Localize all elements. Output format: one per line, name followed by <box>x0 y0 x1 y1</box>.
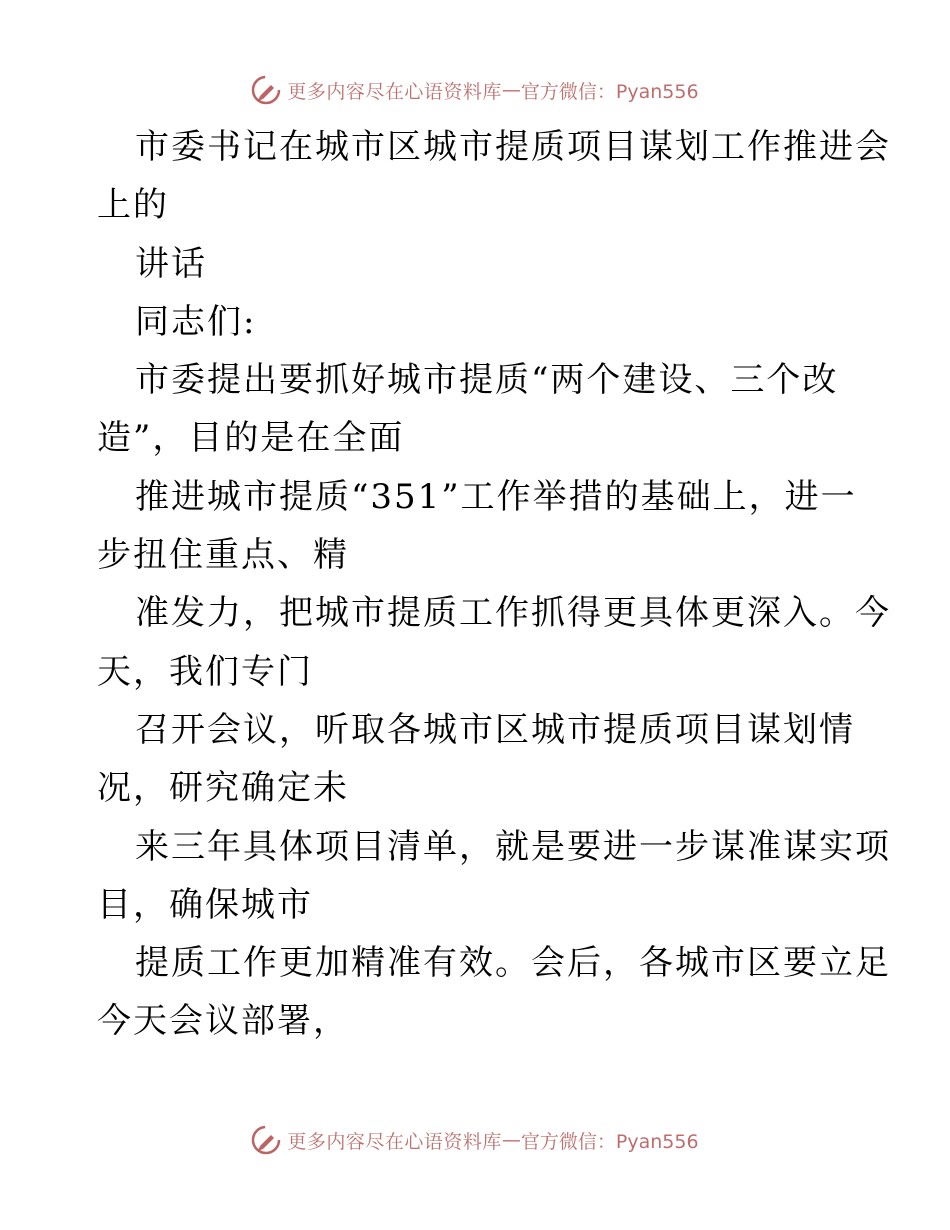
text-line: 讲话 <box>135 243 207 284</box>
text-line: 目，确保城市 <box>97 884 313 925</box>
watermark-wechat: 官方微信：Pyan556 <box>520 80 699 103</box>
text-line: 步扭住重点、精 <box>97 535 349 576</box>
header-watermark <box>0 70 950 110</box>
text-line: 来三年具体项目清单，就是要进一步谋准谋实项 <box>135 826 891 867</box>
text-line: 上的 <box>97 185 169 226</box>
pen-nib-logo-icon <box>251 75 281 105</box>
text-line: 推进城市提质“351”工作举措的基础上，进一 <box>135 476 857 517</box>
text-line: 提质工作更加精准有效。会后，各城市区要立足 <box>135 943 891 984</box>
watermark-separator: — <box>501 79 521 101</box>
text-line: 同志们: <box>135 301 257 342</box>
document-body <box>97 118 891 1051</box>
text-line: 况，研究确定未 <box>97 768 349 809</box>
text-line: 准发力，把城市提质工作抓得更具体更深入。今 <box>135 593 891 634</box>
watermark-text: 更多内容尽在心语资料库 <box>287 80 502 103</box>
text-line: 今天会议部署， <box>97 1001 349 1042</box>
text-line: 召开会议，听取各城市区城市提质项目谋划情 <box>135 709 855 750</box>
pen-nib-logo-icon <box>251 1125 281 1155</box>
watermark-separator: — <box>501 1129 521 1151</box>
text-line: 造”，目的是在全面 <box>97 418 405 459</box>
watermark-wechat: 官方微信：Pyan556 <box>520 1130 699 1153</box>
text-line: 市委提出要抓好城市提质“两个建设、三个改 <box>135 360 839 401</box>
text-line: 市委书记在城市区城市提质项目谋划工作推进会 <box>135 127 891 167</box>
footer-watermark <box>0 1120 950 1160</box>
text-line: 天，我们专门 <box>97 651 313 692</box>
watermark-text: 更多内容尽在心语资料库 <box>287 1130 502 1153</box>
